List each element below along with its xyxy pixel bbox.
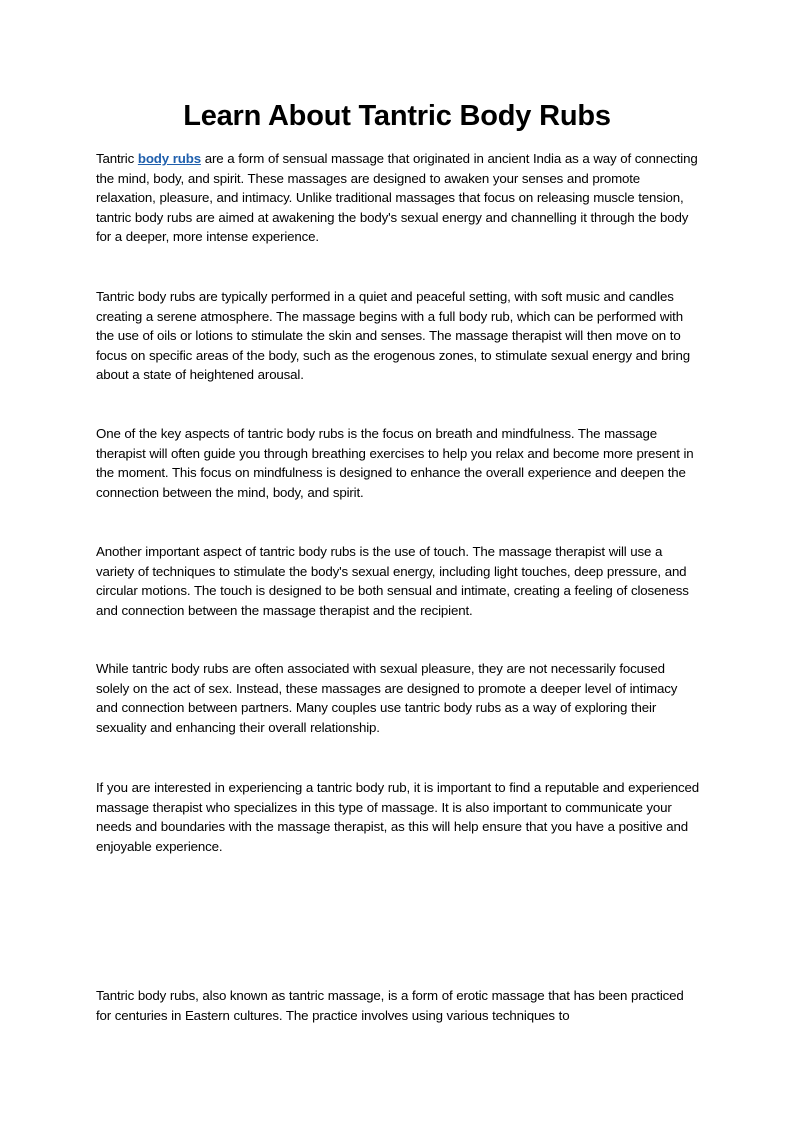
page-title: Learn About Tantric Body Rubs xyxy=(183,100,611,132)
paragraph: While tantric body rubs are often associated with sexual pleasure, they are not necessarily focused solely on the act of sex. Instead, these massages are designed to promote a deeper level of intimacy and connection between partners. Many couples use tantric body rubs as a way of exploring their sexuality and enhancing their overall relationship. xyxy=(96,661,678,735)
intro-paragraph xyxy=(96,149,700,247)
intro-text-end: are a form of sensual massage that originated in ancient India as a way of connecting the mind, body, and spirit. These massages are designed to awaken your senses and promote relaxation, pleasure, and intimacy. Unlike traditional massages that focus on releasing muscle tension, tantric body rubs are aimed at awakening the body's sexual energy and channelling it through the body for a deeper, more intense experience. xyxy=(96,151,698,244)
paragraph: Tantric body rubs, also known as tantric massage, is a form of erotic massage that has been practiced for centuries in Eastern cultures. The practice involves using various techniques to xyxy=(96,988,684,1023)
intro-text-start: Tantric xyxy=(96,151,138,166)
paragraph: One of the key aspects of tantric body rubs is the focus on breath and mindfulness. The massage therapist will often guide you through breathing exercises to help you relax and become more present in the moment. This focus on mindfulness is designed to enhance the overall experience and deepen the connection between the mind, body, and spirit. xyxy=(96,426,694,500)
body-rubs-link[interactable]: body rubs xyxy=(137,151,201,166)
paragraph: Another important aspect of tantric body rubs is the use of touch. The massage therapist will use a variety of techniques to stimulate the body's sexual energy, including light touches, deep pressure, and circular motions. The touch is designed to be both sensual and intimate, creating a feeling of closeness and connection between the massage therapist and the recipient. xyxy=(96,544,689,618)
paragraph: Tantric body rubs are typically performed in a quiet and peaceful setting, with soft music and candles creating a serene atmosphere. The massage begins with a full body rub, which can be performed with the use of oils or lotions to stimulate the skin and senses. The massage therapist will then move on to focus on specific areas of the body, such as the erogenous zones, to stimulate sexual energy and bring about a state of heightened arousal. xyxy=(96,289,690,382)
paragraph: If you are interested in experiencing a tantric body rub, it is important to find a reputable and experienced massage therapist who specializes in this type of massage. It is also important to communicate your needs and boundaries with the massage therapist, as this will help ensure that you have a positive and enjoyable experience. xyxy=(96,780,699,854)
